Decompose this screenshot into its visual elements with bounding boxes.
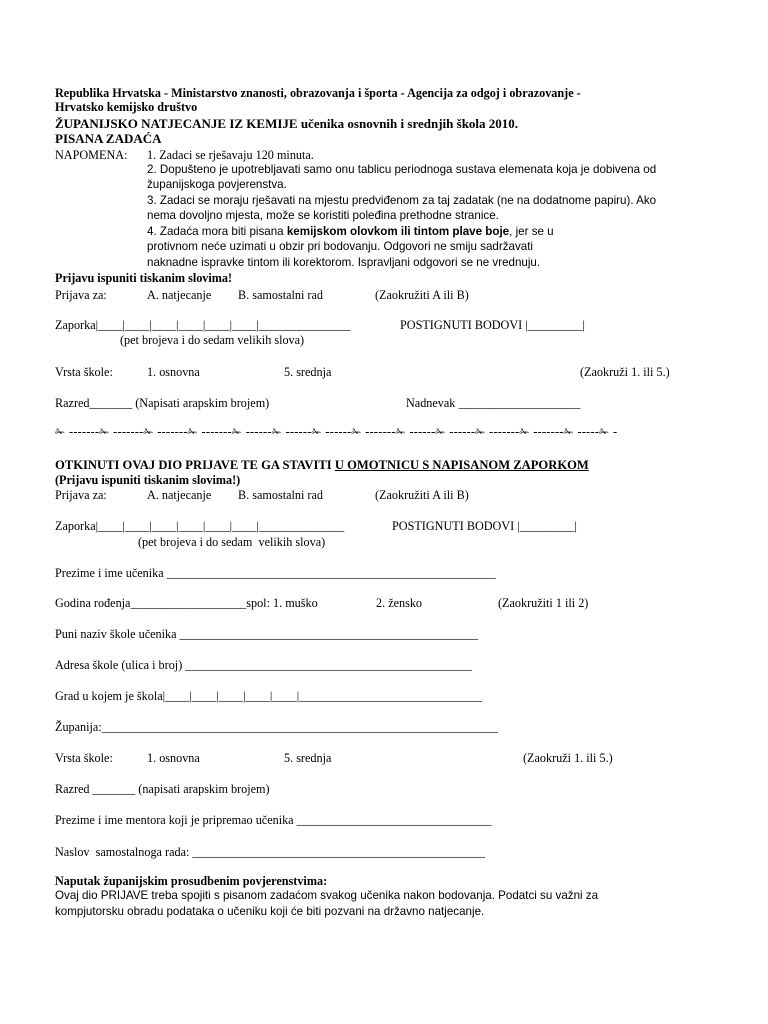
- spol-hint: (Zaokružiti 1 ili 2): [498, 596, 589, 610]
- part2-title-b: U OMOTNICU S NAPISANOM ZAPORKOM: [334, 458, 589, 472]
- napomena-4c: naknadne ispravke tintom ili korektorom. Ispravljani odgovori se ne vrednuju.: [147, 256, 541, 269]
- part1-vrsta-label: Vrsta škole:: [55, 365, 113, 379]
- napomena-label: NAPOMENA:: [55, 148, 128, 162]
- part2-vrsta-srednja[interactable]: 5. srednja: [284, 751, 332, 765]
- footer-line-2: kompjutorsku obradu podataka o učeniku koji će biti pozvani na državno natjecanje.: [55, 905, 485, 918]
- napomena-4a-bold: kemijskom olovkom ili tintom plave boje: [286, 225, 510, 238]
- part1-vrsta-hint: (Zaokruži 1. ili 5.): [580, 365, 670, 379]
- part1-option-a[interactable]: A. natjecanje: [147, 288, 212, 302]
- spol-zensko-option[interactable]: 2. žensko: [376, 596, 423, 610]
- part1-instruction: Prijavu ispuniti tiskanim slovima!: [55, 271, 233, 285]
- footer-title: Naputak županijskim prosudbenim povjerenstvima:: [55, 874, 328, 888]
- mentor-field[interactable]: Prezime i ime mentora koji je pripremao učenika ________________________________: [55, 813, 492, 827]
- header-line-2: Hrvatsko kemijsko društvo: [55, 100, 198, 114]
- part1-nadnevak-field[interactable]: Nadnevak ____________________: [406, 396, 581, 410]
- part2-prijava-label: Prijava za:: [55, 488, 107, 502]
- godina-rodenja-field[interactable]: Godina rođenja___________________spol: 1. muško: [55, 596, 318, 610]
- part1-vrsta-osnovna[interactable]: 1. osnovna: [147, 365, 200, 379]
- naslov-rada-field[interactable]: Naslov samostalnoga rada: ________________________________________________: [55, 845, 485, 859]
- zupanija-field[interactable]: Županija:_________________________________________________________________: [55, 720, 498, 734]
- part1-option-b[interactable]: B. samostalni rad: [238, 288, 323, 302]
- napomena-4b: protivnom neće uzimati u obzir pri bodovanju. Odgovori ne smiju sadržavati: [147, 240, 534, 253]
- naziv-skole-field[interactable]: Puni naziv škole učenika _________________________________________________: [55, 627, 479, 641]
- part2-option-a[interactable]: A. natjecanje: [147, 488, 212, 502]
- part2-zaporka-field[interactable]: Zaporka|____|____|____|____|____|____|______________: [55, 519, 345, 533]
- prezime-ucenika-field[interactable]: Prezime i ime učenika ______________________________________________________: [55, 566, 496, 580]
- part1-prijava-label: Prijava za:: [55, 288, 107, 302]
- scissors-cut-line: ✁ -------✁ -------✁ -------✁ -------✁ ------✁ ------✁ ------✁ -------✁ ------✁ ------✁ -------✁ -------✁ -----✁ -: [55, 425, 618, 439]
- part2-zaporka-hint: (pet brojeva i do sedam velikih slova): [138, 535, 326, 549]
- napomena-4a: [147, 225, 554, 239]
- napomena-1: 1. Zadaci se rješavaju 120 minuta.: [147, 148, 314, 162]
- header-subtitle: PISANA ZADAĆA: [55, 131, 162, 146]
- part1-zaporka-field[interactable]: Zaporka|____|____|____|____|____|____|_______________: [55, 318, 351, 332]
- header-title: ŽUPANIJSKO NATJECANJE IZ KEMIJE učenika osnovnih i srednjih škola 2010.: [55, 116, 519, 131]
- part2-vrsta-osnovna[interactable]: 1. osnovna: [147, 751, 200, 765]
- part2-title: [55, 458, 589, 472]
- part2-instruction: (Prijavu ispuniti tiskanim slovima!): [55, 473, 241, 487]
- napomena-3b: nema dovoljno mjesta, može se koristiti poleđina prethodne stranice.: [147, 209, 499, 222]
- part2-razred-field[interactable]: Razred _______ (napisati arapskim brojem): [55, 782, 270, 796]
- napomena-2b: županijskoga povjerenstva.: [147, 178, 287, 191]
- part1-bodovi-field[interactable]: POSTIGNUTI BODOVI |_________|: [400, 318, 585, 332]
- part2-zaokruziti-hint: (Zaokružiti A ili B): [375, 488, 469, 502]
- part2-vrsta-label: Vrsta škole:: [55, 751, 113, 765]
- napomena-4a-post: , jer se u: [509, 225, 554, 238]
- napomena-3a: 3. Zadaci se moraju rješavati na mjestu predviđenom za taj zadatak (ne na dodatnome papiru). Ako: [147, 194, 657, 207]
- part1-vrsta-srednja[interactable]: 5. srednja: [284, 365, 332, 379]
- part2-option-b[interactable]: B. samostalni rad: [238, 488, 323, 502]
- grad-field[interactable]: Grad u kojem je škola|____|____|____|____|____|______________________________: [55, 689, 482, 703]
- part1-razred-field[interactable]: Razred_______ (Napisati arapskim brojem): [55, 396, 270, 410]
- napomena-4a-pre: 4. Zadaća mora biti pisana: [147, 225, 287, 238]
- napomena-2a: 2. Dopušteno je upotrebljavati samo onu tablicu periodnoga sustava elemenata koja je dobivena od: [147, 163, 657, 176]
- part2-title-a: OTKINUTI OVAJ DIO PRIJAVE TE GA STAVITI: [55, 458, 335, 472]
- part2-bodovi-field[interactable]: POSTIGNUTI BODOVI |_________|: [392, 519, 577, 533]
- header-line-1: Republika Hrvatska - Ministarstvo znanosti, obrazovanja i športa - Agencija za odgoj i obrazovanje -: [55, 86, 581, 100]
- footer-line-1: Ovaj dio PRIJAVE treba spojiti s pisanom zadaćom svakog učenika nakon bodovanja. Podatci su važni za: [55, 889, 599, 902]
- part1-zaokruziti-hint: (Zaokružiti A ili B): [375, 288, 469, 302]
- part2-vrsta-hint: (Zaokruži 1. ili 5.): [523, 751, 613, 765]
- part1-zaporka-hint: (pet brojeva i do sedam velikih slova): [120, 333, 305, 347]
- adresa-skole-field[interactable]: Adresa škole (ulica i broj) _______________________________________________: [55, 658, 472, 672]
